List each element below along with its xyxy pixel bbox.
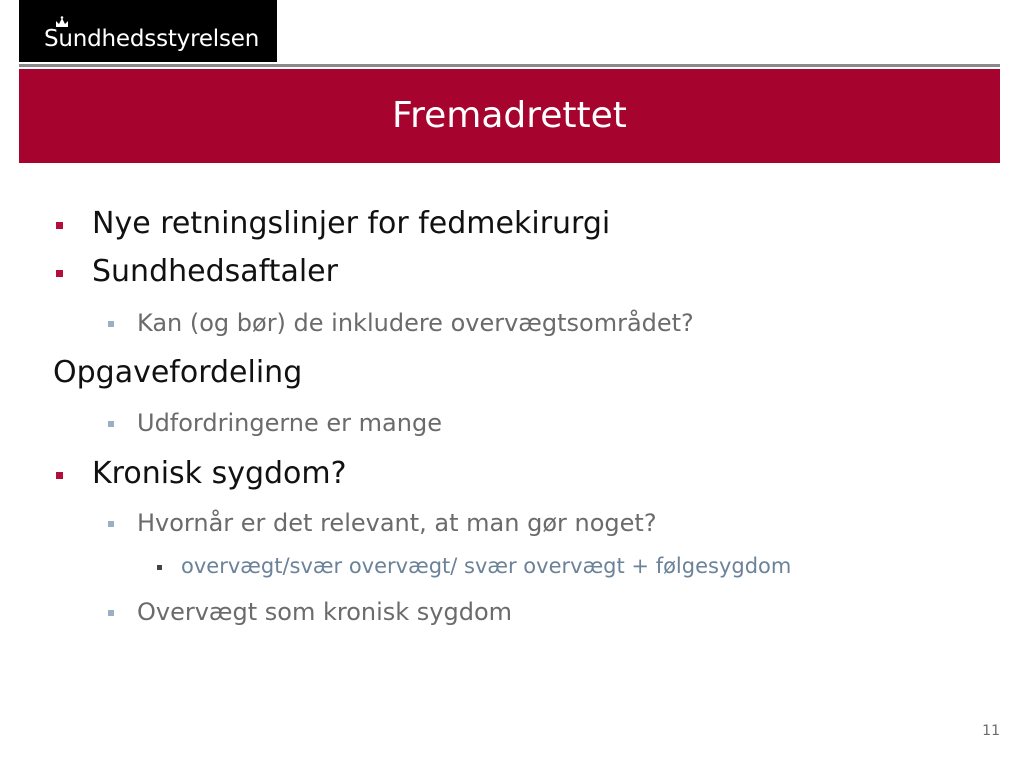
slide-title: Fremadrettet bbox=[392, 95, 627, 136]
list-item: Kronisk sygdom? bbox=[92, 456, 347, 491]
bullet-icon bbox=[108, 421, 114, 427]
list-item: Overvægt som kronisk sygdom bbox=[137, 598, 513, 626]
title-bar bbox=[19, 69, 1000, 163]
bullet-icon bbox=[56, 270, 63, 277]
list-item: Hvornår er det relevant, at man gør noget? bbox=[137, 509, 657, 537]
list-item: Opgavefordeling bbox=[53, 355, 303, 390]
bullet-icon bbox=[108, 610, 114, 616]
bullet-icon bbox=[108, 521, 114, 527]
list-item: Sundhedsaftaler bbox=[92, 254, 338, 289]
list-item: overvægt/svær overvægt/ svær overvægt + følgesygdom bbox=[181, 554, 792, 578]
bullet-icon bbox=[157, 565, 162, 570]
header-divider bbox=[19, 64, 1000, 67]
bullet-icon bbox=[56, 222, 63, 229]
list-item: Udfordringerne er mange bbox=[137, 409, 442, 437]
bullet-icon bbox=[108, 321, 114, 327]
page-number: 11 bbox=[982, 723, 1000, 739]
logo-text: Sundhedsstyrelsen bbox=[44, 26, 260, 52]
bullet-icon bbox=[56, 472, 63, 479]
list-item: Kan (og bør) de inkludere overvægtsområdet? bbox=[137, 309, 694, 337]
list-item: Nye retningslinjer for fedmekirurgi bbox=[92, 206, 611, 241]
logo bbox=[19, 0, 277, 62]
